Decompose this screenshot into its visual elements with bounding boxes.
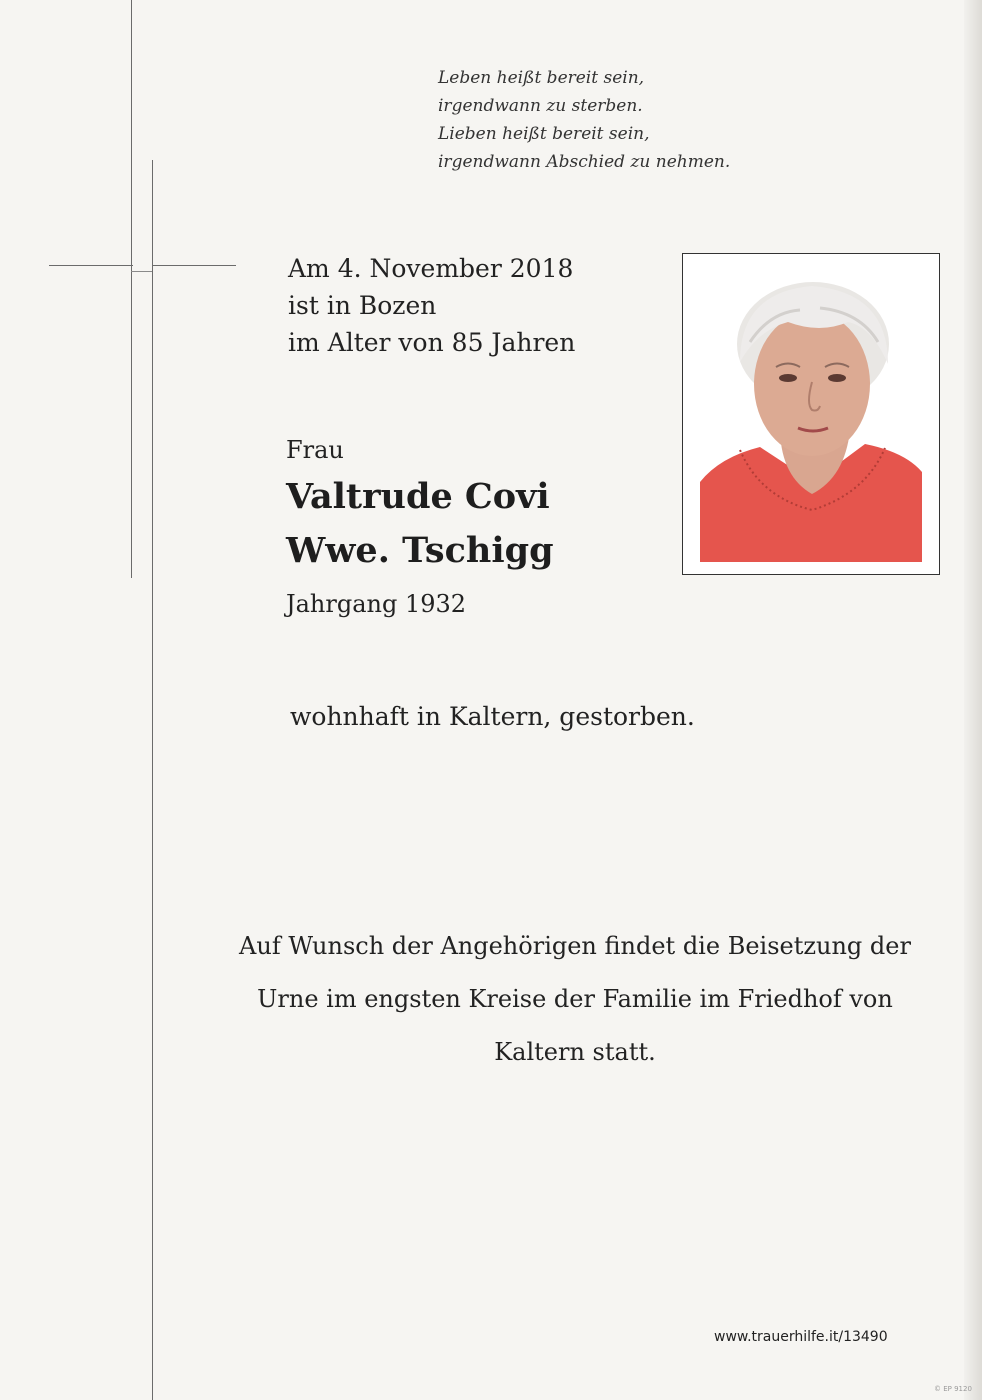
cross-horizontal-line-right: [152, 265, 236, 266]
memorial-poem: [438, 64, 798, 176]
death-announcement: [288, 250, 668, 361]
poem-line: irgendwann zu sterben.: [438, 96, 643, 116]
website-reference: www.trauerhilfe.it/13490: [714, 1329, 888, 1345]
notice-line: Urne im engsten Kreise der Familie im Friedhof von: [257, 985, 893, 1013]
burial-notice: [200, 920, 950, 1079]
announcement-line: Am 4. November 2018: [288, 254, 574, 283]
paper-edge: [964, 0, 982, 1400]
cross-center-bar: [131, 271, 152, 272]
print-code: © EP 9120: [934, 1385, 972, 1393]
poem-line: irgendwann Abschied zu nehmen.: [438, 152, 731, 172]
portrait-photo: [700, 272, 922, 562]
announcement-line: im Alter von 85 Jahren: [288, 328, 576, 357]
portrait-frame: [682, 253, 940, 575]
deceased-name-line2: Wwe. Tschigg: [286, 530, 554, 571]
portrait-illustration: [700, 272, 922, 562]
notice-line: Kaltern statt.: [494, 1038, 656, 1066]
residence-text: wohnhaft in Kaltern, gestorben.: [290, 702, 695, 731]
birth-year: Jahrgang 1932: [286, 590, 467, 618]
announcement-line: ist in Bozen: [288, 291, 437, 320]
cross-vertical-line-right: [152, 160, 153, 1400]
cross-vertical-line-left: [131, 0, 132, 578]
deceased-name: [286, 470, 666, 578]
cross-horizontal-line-left: [49, 265, 133, 266]
deceased-title: Frau: [286, 436, 344, 464]
poem-line: Lieben heißt bereit sein,: [438, 124, 650, 144]
notice-line: Auf Wunsch der Angehörigen findet die Beisetzung der: [239, 932, 911, 960]
poem-line: Leben heißt bereit sein,: [438, 68, 645, 88]
deceased-name-line1: Valtrude Covi: [286, 476, 550, 517]
